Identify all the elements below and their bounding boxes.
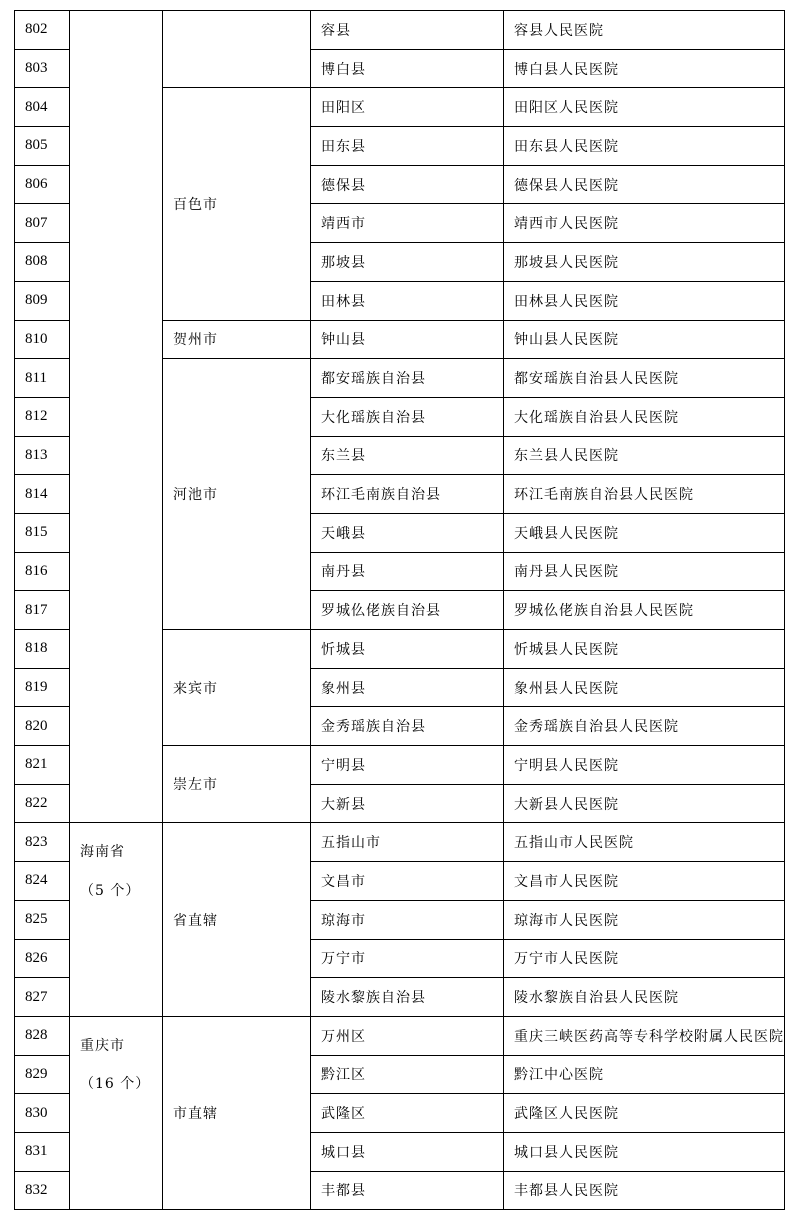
hospital-cell: 田阳区人民医院: [504, 88, 785, 127]
county-cell: 环江毛南族自治县: [311, 475, 504, 514]
row-number: 813: [15, 436, 70, 475]
row-number: 811: [15, 359, 70, 398]
hospital-cell: 重庆三峡医药高等专科学校附属人民医院: [504, 1016, 785, 1055]
row-number: 821: [15, 746, 70, 785]
county-cell: 万州区: [311, 1016, 504, 1055]
row-number: 809: [15, 281, 70, 320]
hospital-cell: 金秀瑶族自治县人民医院: [504, 707, 785, 746]
county-cell: 天峨县: [311, 513, 504, 552]
county-cell: 罗城仫佬族自治县: [311, 591, 504, 630]
hospital-cell: 大化瑶族自治县人民医院: [504, 397, 785, 436]
table-row: [15, 1016, 785, 1055]
county-cell: 都安瑶族自治县: [311, 359, 504, 398]
row-number: 818: [15, 630, 70, 669]
city-cell: [163, 11, 311, 88]
city-cell: 市直辖: [163, 1016, 311, 1209]
row-number: 805: [15, 127, 70, 166]
hospital-cell: 环江毛南族自治县人民医院: [504, 475, 785, 514]
row-number: 824: [15, 862, 70, 901]
row-number: 825: [15, 900, 70, 939]
row-number: 804: [15, 88, 70, 127]
county-cell: 忻城县: [311, 630, 504, 669]
hospital-cell: 靖西市人民医院: [504, 204, 785, 243]
hospital-cell: 罗城仫佬族自治县人民医院: [504, 591, 785, 630]
row-number: 822: [15, 784, 70, 823]
province-cell: [70, 11, 163, 823]
hospital-cell: 黔江中心医院: [504, 1055, 785, 1094]
county-cell: 琼海市: [311, 900, 504, 939]
hospital-list-table: [14, 10, 785, 1210]
row-number: 814: [15, 475, 70, 514]
county-cell: 万宁市: [311, 939, 504, 978]
hospital-cell: 宁明县人民医院: [504, 746, 785, 785]
row-number: 828: [15, 1016, 70, 1055]
county-cell: 大化瑶族自治县: [311, 397, 504, 436]
row-number: 816: [15, 552, 70, 591]
city-cell: 崇左市: [163, 746, 311, 823]
hospital-cell: 那坡县人民医院: [504, 243, 785, 282]
hospital-cell: 丰都县人民医院: [504, 1171, 785, 1210]
row-number: 810: [15, 320, 70, 359]
county-cell: 靖西市: [311, 204, 504, 243]
row-number: 826: [15, 939, 70, 978]
row-number: 802: [15, 11, 70, 50]
county-cell: 容县: [311, 11, 504, 50]
province-name: 海南省: [80, 844, 125, 861]
hospital-cell: 博白县人民医院: [504, 49, 785, 88]
hospital-cell: 南丹县人民医院: [504, 552, 785, 591]
county-cell: 博白县: [311, 49, 504, 88]
hospital-cell: 城口县人民医院: [504, 1132, 785, 1171]
county-cell: 宁明县: [311, 746, 504, 785]
row-number: 829: [15, 1055, 70, 1094]
county-cell: 陵水黎族自治县: [311, 978, 504, 1017]
hospital-cell: 东兰县人民医院: [504, 436, 785, 475]
county-cell: 黔江区: [311, 1055, 504, 1094]
county-cell: 武隆区: [311, 1094, 504, 1133]
row-number: 817: [15, 591, 70, 630]
hospital-cell: 大新县人民医院: [504, 784, 785, 823]
row-number: 820: [15, 707, 70, 746]
hospital-cell: 天峨县人民医院: [504, 513, 785, 552]
city-cell: 百色市: [163, 88, 311, 320]
city-cell: 省直辖: [163, 823, 311, 1016]
row-number: 806: [15, 165, 70, 204]
hospital-cell: 五指山市人民医院: [504, 823, 785, 862]
county-cell: 那坡县: [311, 243, 504, 282]
province-count: （5 个）: [80, 883, 141, 900]
row-number: 815: [15, 513, 70, 552]
city-cell: 贺州市: [163, 320, 311, 359]
row-number: 819: [15, 668, 70, 707]
county-cell: 城口县: [311, 1132, 504, 1171]
hospital-cell: 武隆区人民医院: [504, 1094, 785, 1133]
hospital-cell: 陵水黎族自治县人民医院: [504, 978, 785, 1017]
hospital-cell: 忻城县人民医院: [504, 630, 785, 669]
row-number: 803: [15, 49, 70, 88]
row-number: 830: [15, 1094, 70, 1133]
city-cell: 来宾市: [163, 630, 311, 746]
hospital-cell: 田东县人民医院: [504, 127, 785, 166]
county-cell: 象州县: [311, 668, 504, 707]
county-cell: 田阳区: [311, 88, 504, 127]
county-cell: 德保县: [311, 165, 504, 204]
city-cell: 河池市: [163, 359, 311, 630]
province-cell: [70, 1016, 163, 1209]
hospital-cell: 琼海市人民医院: [504, 900, 785, 939]
county-cell: 东兰县: [311, 436, 504, 475]
province-cell: [70, 823, 163, 1016]
province-count: （16 个）: [80, 1076, 151, 1093]
table-row: [15, 823, 785, 862]
hospital-cell: 都安瑶族自治县人民医院: [504, 359, 785, 398]
hospital-cell: 容县人民医院: [504, 11, 785, 50]
county-cell: 大新县: [311, 784, 504, 823]
row-number: 832: [15, 1171, 70, 1210]
county-cell: 文昌市: [311, 862, 504, 901]
province-name: 重庆市: [80, 1037, 125, 1054]
county-cell: 五指山市: [311, 823, 504, 862]
table-row: [15, 11, 785, 50]
county-cell: 田东县: [311, 127, 504, 166]
row-number: 808: [15, 243, 70, 282]
hospital-cell: 钟山县人民医院: [504, 320, 785, 359]
hospital-cell: 德保县人民医院: [504, 165, 785, 204]
row-number: 831: [15, 1132, 70, 1171]
row-number: 807: [15, 204, 70, 243]
hospital-cell: 万宁市人民医院: [504, 939, 785, 978]
hospital-cell: 文昌市人民医院: [504, 862, 785, 901]
county-cell: 丰都县: [311, 1171, 504, 1210]
hospital-cell: 田林县人民医院: [504, 281, 785, 320]
row-number: 823: [15, 823, 70, 862]
table-body: [15, 11, 785, 1210]
row-number: 812: [15, 397, 70, 436]
county-cell: 金秀瑶族自治县: [311, 707, 504, 746]
county-cell: 南丹县: [311, 552, 504, 591]
row-number: 827: [15, 978, 70, 1017]
county-cell: 钟山县: [311, 320, 504, 359]
county-cell: 田林县: [311, 281, 504, 320]
hospital-cell: 象州县人民医院: [504, 668, 785, 707]
